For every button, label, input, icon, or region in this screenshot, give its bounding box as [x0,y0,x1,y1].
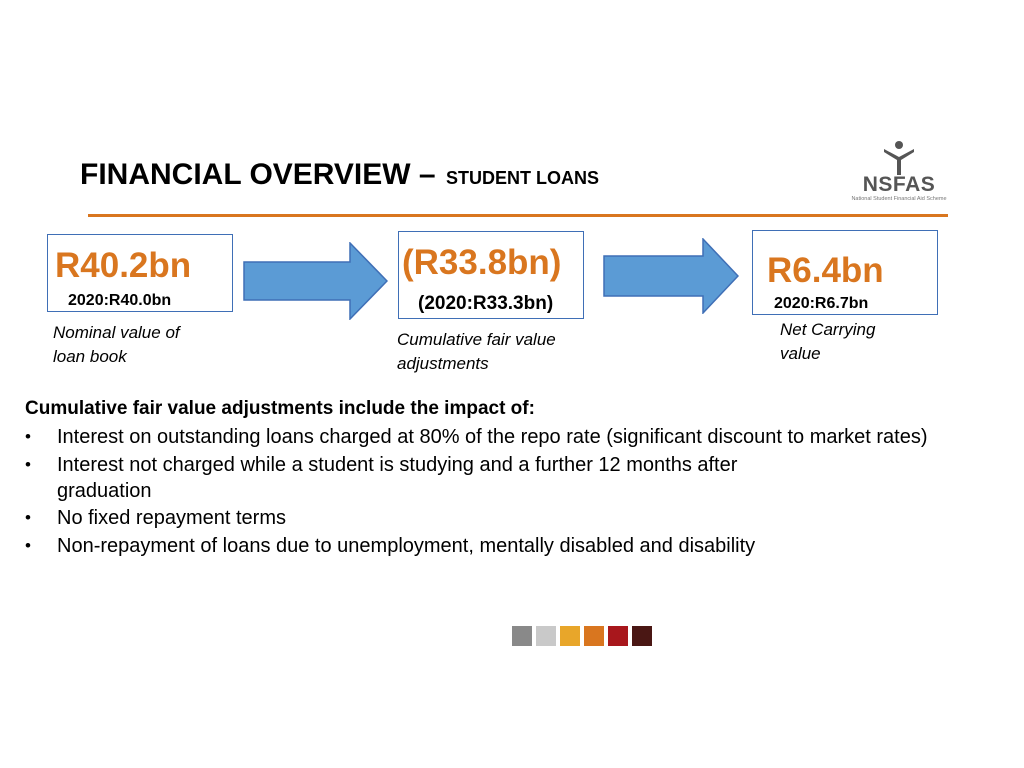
palette-swatch [608,626,628,646]
metric-prior-net-carrying: 2020:R6.7bn [774,295,869,312]
metric-value-net-carrying: R6.4bn [767,251,884,290]
palette-swatch [512,626,532,646]
right-arrow-icon [243,242,388,320]
list-item [25,452,1000,504]
list-item [25,533,1000,559]
caption-line: Cumulative fair value [397,330,556,349]
bullet-icon: • [25,508,31,527]
bullet-icon: • [25,454,31,474]
graduate-figure-icon [882,140,916,176]
list-item-text: Interest on outstanding loans charged at 80% of the repo rate (significant discount to market rates) [57,426,928,448]
palette-swatch [536,626,556,646]
title-subtitle: STUDENT LOANS [445,168,599,188]
color-palette [512,626,652,646]
right-arrow-icon [603,238,739,314]
metric-prior-loan-book: 2020:R40.0bn [68,292,172,309]
caption-line: Nominal value of [53,323,180,342]
bullet-icon: • [25,535,31,555]
logo-tagline: National Student Financial Aid Scheme [851,196,947,202]
caption-line: value [780,344,821,363]
impact-heading: Cumulative fair value adjustments include the impact of: [25,398,535,419]
list-item-text: No fixed repayment terms [57,507,286,529]
title-divider [88,214,948,217]
metric-prior-fair-value: (2020:R33.3bn) [418,293,554,314]
list-item [25,424,1000,450]
metric-caption-net-carrying [780,318,875,366]
metric-value-fair-value: (R33.8bn) [402,243,562,282]
logo-wordmark: NSFAS [862,173,936,196]
caption-line: Net Carrying [780,320,876,339]
impact-list [25,424,1000,560]
title-main: FINANCIAL OVERVIEW – [80,158,436,191]
nsfas-logo [844,140,954,206]
metric-value-loan-book: R40.2bn [55,246,192,285]
slide-title [80,160,599,190]
list-item-text: Interest not charged while a student is studying and a further 12 months after graduation [57,453,738,502]
caption-line: adjustments [397,354,489,373]
palette-swatch [632,626,652,646]
list-item-text: Non-repayment of loans due to unemployment, mentally disabled and disability [57,534,756,557]
palette-swatch [584,626,604,646]
caption-line: loan book [53,347,127,366]
palette-swatch [560,626,580,646]
metric-caption-loan-book [53,321,180,369]
metric-caption-fair-value [397,328,556,376]
bullet-icon: • [25,427,31,446]
list-item [25,505,1000,531]
